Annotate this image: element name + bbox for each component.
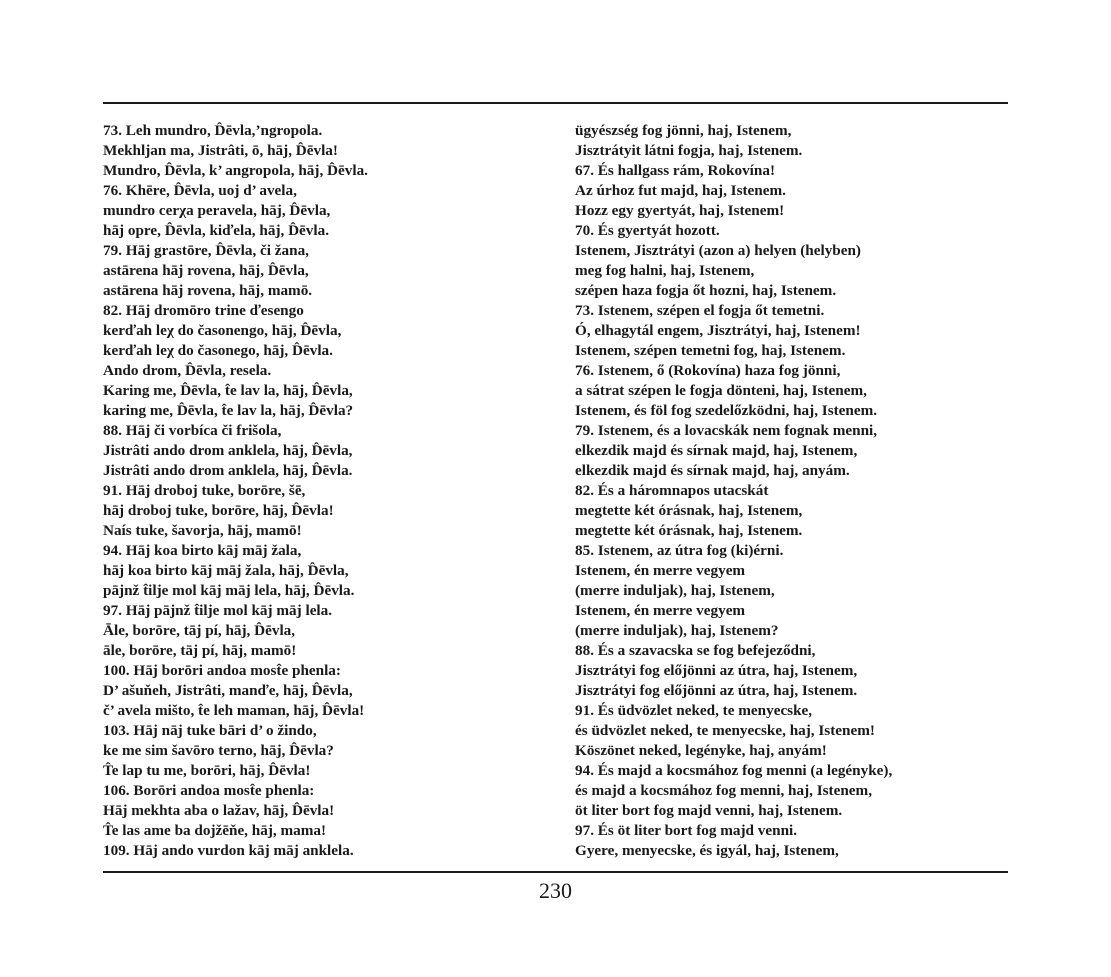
hungarian-line: megtette két órásnak, haj, Istenem,	[575, 502, 803, 519]
hungarian-line: Ó, elhagytál engem, Jisztrátyi, haj, Istenem!	[575, 322, 861, 339]
romani-line: 94. Hāj koa birto kāj māj žala,	[103, 542, 302, 559]
hungarian-line: 94. És majd a kocsmához fog menni (a legényke),	[575, 762, 893, 779]
hungarian-line: Istenem, én merre vegyem	[575, 562, 746, 579]
hungarian-line: Gyere, menyecske, és igyál, haj, Istenem,	[575, 842, 839, 859]
romani-line: Mekhljan ma, Jistrâti, ō, hāj, D̂ēvla!	[103, 142, 338, 159]
bottom-rule	[103, 871, 1008, 873]
hungarian-line: (merre induljak), haj, Istenem,	[575, 582, 775, 599]
romani-line: 97. Hāj pājnž t̂ilje mol kāj māj lela.	[103, 602, 333, 619]
romani-line: 82. Hāj dromōro trine ďesengo	[103, 302, 304, 319]
page-number: 230	[539, 878, 572, 903]
romani-line: Jistrâti ando drom anklela, hāj, D̂ēvla,	[103, 442, 353, 459]
hungarian-line: 91. És üdvözlet neked, te menyecske,	[575, 702, 813, 719]
hungarian-line: Istenem, Jisztrátyi (azon a) helyen (helyben)	[575, 242, 861, 259]
romani-line: kerďah leχ do časonego, hāj, D̂ēvla.	[103, 342, 333, 359]
hungarian-line: Jisztrátyi fog előjönni az útra, haj, Istenem.	[575, 682, 858, 699]
romani-line: hāj droboj tuke, borōre, hāj, D̂ēvla!	[103, 502, 334, 519]
hungarian-line: 88. És a szavacska se fog befejeződni,	[575, 642, 816, 659]
hungarian-line: szépen haza fogja őt hozni, haj, Istenem.	[575, 282, 837, 299]
romani-line: āle, borōre, tāj pí, hāj, mamō!	[103, 642, 297, 659]
hungarian-line: Jisztrátyit látni fogja, haj, Istenem.	[575, 142, 803, 159]
romani-line: 79. Hāj grastōre, D̂ēvla, či žana,	[103, 242, 309, 259]
romani-line: T̂e lap tu me, borōri, hāj, D̂ēvla!	[103, 762, 311, 779]
romani-line: hāj opre, D̂ēvla, kiďela, hāj, D̂ēvla.	[103, 222, 330, 239]
hungarian-line: Hozz egy gyertyát, haj, Istenem!	[575, 202, 785, 219]
romani-line: D’ ašuňeh, Jistrâti, manďe, hāj, D̂ēvla,	[103, 682, 353, 699]
hungarian-line: elkezdik majd és sírnak majd, haj, Istenem,	[575, 442, 858, 459]
top-rule	[103, 102, 1008, 104]
romani-line: Ando drom, D̂ēvla, resela.	[103, 362, 272, 379]
romani-line: ke me sim šavōro terno, hāj, D̂ēvla?	[103, 742, 334, 759]
hungarian-line: a sátrat szépen le fogja dönteni, haj, Istenem,	[575, 382, 867, 399]
hungarian-line: Istenem, és föl fog szedelőzködni, haj, Istenem.	[575, 402, 878, 419]
hungarian-line: meg fog halni, haj, Istenem,	[575, 262, 755, 279]
hungarian-translation-column	[575, 121, 892, 861]
hungarian-line: öt liter bort fog majd venni, haj, Istenem.	[575, 802, 843, 819]
romani-line: 91. Hāj droboj tuke, borōre, šē,	[103, 482, 306, 499]
romani-line: karing me, D̂ēvla, t̂e lav la, hāj, D̂ēvla?	[103, 402, 354, 419]
romani-line: astārena hāj rovena, hāj, mamō.	[103, 282, 313, 299]
hungarian-line: 79. Istenem, és a lovacskák nem fognak menni,	[575, 422, 878, 439]
hungarian-line: Istenem, én merre vegyem	[575, 602, 746, 619]
romani-line: Mundro, D̂ēvla, k’ angropola, hāj, D̂ēvla.	[103, 162, 368, 179]
hungarian-line: 82. És a háromnapos utacskát	[575, 482, 769, 499]
romani-line: Jistrâti ando drom anklela, hāj, D̂ēvla.	[103, 462, 353, 479]
romani-line: hāj koa birto kāj māj žala, hāj, D̂ēvla,	[103, 562, 349, 579]
hungarian-line: 70. És gyertyát hozott.	[575, 222, 720, 239]
romani-line: Naís tuke, šavorja, hāj, mamō!	[103, 522, 302, 539]
romani-line: pājnž t̂ilje mol kāj māj lela, hāj, D̂ēvla.	[103, 582, 355, 599]
hungarian-line: Köszönet neked, legényke, haj, anyám!	[575, 742, 827, 759]
hungarian-line: elkezdik majd és sírnak majd, haj, anyám.	[575, 462, 850, 479]
hungarian-line: 85. Istenem, az útra fog (ki)érni.	[575, 542, 784, 559]
romani-line: 76. Khēre, D̂ēvla, uoj d’ avela,	[103, 182, 297, 199]
hungarian-line: 73. Istenem, szépen el fogja őt temetni.	[575, 302, 825, 319]
romani-line: astārena hāj rovena, hāj, D̂ēvla,	[103, 262, 309, 279]
romani-text-column	[103, 121, 368, 861]
romani-line: T̂e las ame ba dojžēňe, hāj, mama!	[103, 822, 327, 839]
romani-line: č’ avela mišto, t̂e leh maman, hāj, D̂ēvla!	[103, 702, 365, 719]
romani-line: mundro cerχa peravela, hāj, D̂ēvla,	[103, 202, 331, 219]
hungarian-line: Istenem, szépen temetni fog, haj, Istenem.	[575, 342, 846, 359]
hungarian-line: és üdvözlet neked, te menyecske, haj, Istenem!	[575, 722, 875, 739]
hungarian-line: 97. És öt liter bort fog majd venni.	[575, 822, 798, 839]
hungarian-line: Jisztrátyi fog előjönni az útra, haj, Istenem,	[575, 662, 858, 679]
romani-line: Karing me, D̂ēvla, t̂e lav la, hāj, D̂ēvla,	[103, 382, 353, 399]
romani-line: 88. Hāj či vorbíca či frišola,	[103, 422, 282, 439]
hungarian-line: ügyészség fog jönni, haj, Istenem,	[575, 122, 792, 139]
hungarian-line: Az úrhoz fut majd, haj, Istenem.	[575, 182, 786, 199]
romani-line: 73. Leh mundro, D̂ēvla,’ngropola.	[103, 122, 323, 139]
romani-line: 100. Hāj borōri andoa most̂e phenla:	[103, 662, 341, 679]
hungarian-line: és majd a kocsmához fog menni, haj, Istenem,	[575, 782, 872, 799]
hungarian-line: 76. Istenem, ő (Rokovína) haza fog jönni,	[575, 362, 841, 379]
hungarian-line: (merre induljak), haj, Istenem?	[575, 622, 779, 639]
romani-line: 103. Hāj nāj tuke bāri d’ o žindo,	[103, 722, 317, 739]
romani-line: Āle, borōre, tāj pí, hāj, D̂ēvla,	[103, 622, 296, 639]
hungarian-line: megtette két órásnak, haj, Istenem.	[575, 522, 803, 539]
romani-line: 106. Borōri andoa most̂e phenla:	[103, 782, 315, 799]
hungarian-line: 67. És hallgass rám, Rokovína!	[575, 162, 775, 179]
romani-line: 109. Hāj ando vurdon kāj māj anklela.	[103, 842, 354, 859]
romani-line: kerďah leχ do časonengo, hāj, D̂ēvla,	[103, 322, 342, 339]
romani-line: Hāj mekhta aba o lažav, hāj, D̂ēvla!	[103, 802, 335, 819]
